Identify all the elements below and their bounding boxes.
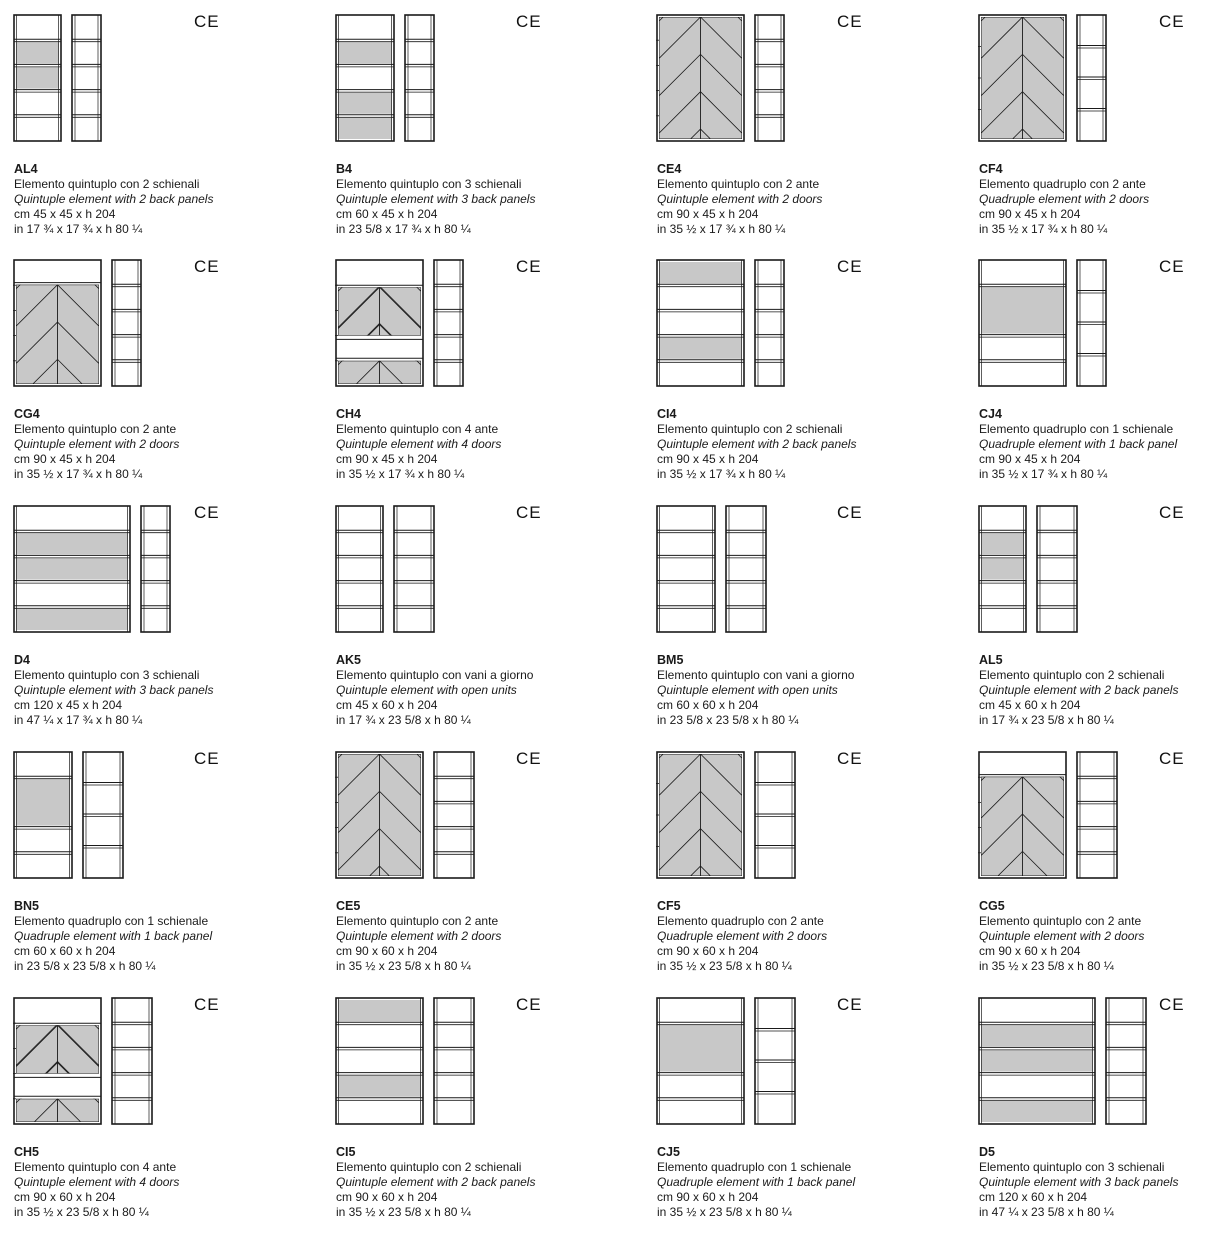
product-description xyxy=(14,653,304,728)
front-view xyxy=(13,210,101,438)
product-ch4 xyxy=(322,245,622,490)
product-description xyxy=(657,407,947,482)
side-view xyxy=(72,15,101,141)
dimensions-in: in 35 ½ x 17 ¾ x h 80 ¼ xyxy=(979,222,1108,236)
product-cf4 xyxy=(965,0,1230,245)
description-en: Quadruple element with 2 doors xyxy=(657,929,828,943)
dimensions-cm: cm 90 x 60 x h 204 xyxy=(657,1190,759,1204)
side-view xyxy=(141,506,170,632)
front-view xyxy=(14,752,72,878)
product-code: CJ4 xyxy=(979,407,1002,421)
product-cg4 xyxy=(0,245,300,490)
dimensions-cm: cm 60 x 60 x h 204 xyxy=(657,698,759,712)
ce-mark-icon: CE xyxy=(1159,503,1185,522)
product-code: CE5 xyxy=(336,899,361,913)
dimensions-in: in 35 ½ x 17 ¾ x h 80 ¼ xyxy=(657,222,786,236)
dimensions-cm: cm 90 x 45 x h 204 xyxy=(979,207,1081,221)
product-code: D5 xyxy=(979,1145,995,1159)
dimensions-in: in 35 ½ x 17 ¾ x h 80 ¼ xyxy=(336,467,465,481)
front-view xyxy=(335,213,423,440)
product-code: BN5 xyxy=(14,899,40,913)
product-description xyxy=(657,1145,947,1220)
product-drawing xyxy=(655,503,935,643)
ce-mark-icon: CE xyxy=(837,995,863,1014)
side-view xyxy=(755,752,795,878)
description-it: Elemento quintuplo con 2 schienali xyxy=(14,177,200,191)
product-drawing xyxy=(977,503,1230,643)
front-view xyxy=(657,506,715,632)
front-view xyxy=(336,15,394,141)
front-view xyxy=(13,951,101,1178)
product-description xyxy=(979,1145,1230,1220)
ce-mark-icon: CE xyxy=(516,749,542,768)
product-code: AK5 xyxy=(336,653,362,667)
product-code: CJ5 xyxy=(657,1145,680,1159)
product-code: CI4 xyxy=(657,407,677,421)
product-drawing xyxy=(977,257,1230,397)
description-it: Elemento quintuplo con 2 ante xyxy=(657,177,820,191)
product-drawing xyxy=(977,749,1230,889)
product-code: CH5 xyxy=(14,1145,40,1159)
dimensions-in: in 35 ½ x 23 5/8 x h 80 ¼ xyxy=(979,959,1114,973)
ce-mark-icon: CE xyxy=(837,12,863,31)
dimensions-in: in 23 5/8 x 17 ¾ x h 80 ¼ xyxy=(336,222,471,236)
product-drawing xyxy=(977,12,1230,152)
product-description xyxy=(14,162,304,237)
description-en: Quadruple element with 2 doors xyxy=(979,192,1150,206)
description-it: Elemento quadruplo con 1 schienale xyxy=(657,1160,852,1174)
description-en: Quintuple element with 2 back panels xyxy=(336,1175,536,1189)
product-drawing xyxy=(12,995,292,1135)
product-description xyxy=(336,407,626,482)
dimensions-in: in 35 ½ x 17 ¾ x h 80 ¼ xyxy=(657,467,786,481)
product-ci4 xyxy=(643,245,943,490)
description-en: Quintuple element with 3 back panels xyxy=(14,683,214,697)
dimensions-cm: cm 90 x 60 x h 204 xyxy=(14,1190,116,1204)
ce-mark-icon: CE xyxy=(516,257,542,276)
product-description xyxy=(657,162,947,237)
product-code: CH4 xyxy=(336,407,362,421)
ce-mark-icon: CE xyxy=(837,503,863,522)
dimensions-cm: cm 90 x 45 x h 204 xyxy=(657,452,759,466)
product-drawing xyxy=(977,995,1230,1135)
side-view xyxy=(755,15,784,141)
description-it: Elemento quadruplo con 2 ante xyxy=(979,177,1146,191)
description-it: Elemento quintuplo con 3 schienali xyxy=(979,1160,1165,1174)
product-drawing xyxy=(655,257,935,397)
description-en: Quintuple element with 4 doors xyxy=(336,437,502,451)
description-en: Quadruple element with 1 back panel xyxy=(657,1175,856,1189)
dimensions-cm: cm 90 x 60 x h 204 xyxy=(336,944,438,958)
product-bm5 xyxy=(643,491,943,736)
ce-mark-icon: CE xyxy=(194,749,220,768)
product-description xyxy=(14,1145,304,1220)
dimensions-cm: cm 90 x 60 x h 204 xyxy=(979,944,1081,958)
dimensions-cm: cm 90 x 60 x h 204 xyxy=(657,944,759,958)
description-en: Quintuple element with 2 doors xyxy=(14,437,180,451)
ce-mark-icon: CE xyxy=(194,12,220,31)
description-en: Quintuple element with 2 back panels xyxy=(14,192,214,206)
description-it: Elemento quintuplo con 3 schienali xyxy=(336,177,522,191)
product-al4 xyxy=(0,0,300,245)
dimensions-cm: cm 90 x 45 x h 204 xyxy=(657,207,759,221)
ce-mark-icon: CE xyxy=(1159,257,1185,276)
product-drawing xyxy=(334,503,614,643)
product-ci5 xyxy=(322,983,622,1228)
description-en: Quintuple element with 2 back panels xyxy=(979,683,1179,697)
dimensions-in: in 35 ½ x 23 5/8 x h 80 ¼ xyxy=(657,959,792,973)
dimensions-cm: cm 90 x 45 x h 204 xyxy=(14,452,116,466)
product-code: AL5 xyxy=(979,653,1003,667)
product-drawing xyxy=(334,257,614,397)
front-view xyxy=(979,998,1095,1124)
ce-mark-icon: CE xyxy=(1159,12,1185,31)
side-view xyxy=(755,260,784,386)
ce-mark-icon: CE xyxy=(516,503,542,522)
product-d4 xyxy=(0,491,300,736)
dimensions-cm: cm 45 x 60 x h 204 xyxy=(979,698,1081,712)
dimensions-in: in 47 ¼ x 17 ¾ x h 80 ¼ xyxy=(14,713,143,727)
product-drawing xyxy=(12,503,292,643)
product-description xyxy=(979,653,1230,728)
description-it: Elemento quintuplo con 3 schienali xyxy=(14,668,200,682)
side-view xyxy=(434,752,474,878)
product-code: CG5 xyxy=(979,899,1005,913)
description-it: Elemento quintuplo con 2 ante xyxy=(336,914,499,928)
side-view xyxy=(1037,506,1077,632)
front-view xyxy=(978,702,1066,930)
product-description xyxy=(657,899,947,974)
dimensions-in: in 23 5/8 x 23 5/8 x h 80 ¼ xyxy=(657,713,799,727)
product-description xyxy=(657,653,947,728)
ce-mark-icon: CE xyxy=(837,257,863,276)
product-description xyxy=(979,899,1230,974)
ce-mark-icon: CE xyxy=(516,995,542,1014)
description-it: Elemento quintuplo con 4 ante xyxy=(336,422,499,436)
front-view xyxy=(979,260,1066,386)
side-view xyxy=(1106,998,1146,1124)
side-view xyxy=(1077,752,1117,878)
side-view xyxy=(405,15,434,141)
dimensions-in: in 35 ½ x 23 5/8 x h 80 ¼ xyxy=(336,1205,471,1219)
dimensions-cm: cm 45 x 60 x h 204 xyxy=(336,698,438,712)
product-b4 xyxy=(322,0,622,245)
side-view xyxy=(83,752,123,878)
side-view xyxy=(434,998,474,1124)
product-code: B4 xyxy=(336,162,352,176)
side-view xyxy=(112,998,152,1124)
description-en: Quintuple element with open units xyxy=(657,683,838,697)
product-description xyxy=(336,653,626,728)
product-code: D4 xyxy=(14,653,30,667)
side-view xyxy=(434,260,463,386)
side-view xyxy=(726,506,766,632)
description-en: Quintuple element with 2 doors xyxy=(657,192,823,206)
product-ce5 xyxy=(322,737,622,982)
dimensions-in: in 47 ¼ x 23 5/8 x h 80 ¼ xyxy=(979,1205,1114,1219)
product-drawing xyxy=(12,749,292,889)
product-code: CF4 xyxy=(979,162,1003,176)
product-ch5 xyxy=(0,983,300,1228)
front-view xyxy=(336,998,423,1124)
description-it: Elemento quintuplo con vani a giorno xyxy=(336,668,534,682)
product-drawing xyxy=(655,749,935,889)
product-description xyxy=(14,899,304,974)
description-it: Elemento quadruplo con 1 schienale xyxy=(979,422,1174,436)
side-view xyxy=(112,260,141,386)
description-it: Elemento quadruplo con 1 schienale xyxy=(14,914,209,928)
product-description xyxy=(14,407,304,482)
description-it: Elemento quadruplo con 2 ante xyxy=(657,914,824,928)
description-en: Quintuple element with 3 back panels xyxy=(979,1175,1179,1189)
dimensions-in: in 17 ¾ x 17 ¾ x h 80 ¼ xyxy=(14,222,143,236)
dimensions-cm: cm 45 x 45 x h 204 xyxy=(14,207,116,221)
dimensions-cm: cm 60 x 60 x h 204 xyxy=(14,944,116,958)
product-al5 xyxy=(965,491,1230,736)
product-bn5 xyxy=(0,737,300,982)
product-cj5 xyxy=(643,983,943,1228)
dimensions-cm: cm 60 x 45 x h 204 xyxy=(336,207,438,221)
ce-mark-icon: CE xyxy=(194,257,220,276)
description-en: Quadruple element with 1 back panel xyxy=(979,437,1178,451)
product-cf5 xyxy=(643,737,943,982)
description-en: Quadruple element with 1 back panel xyxy=(14,929,213,943)
dimensions-in: in 35 ½ x 23 5/8 x h 80 ¼ xyxy=(336,959,471,973)
product-drawing xyxy=(655,995,935,1135)
product-description xyxy=(979,407,1230,482)
description-en: Quintuple element with 2 back panels xyxy=(657,437,857,451)
product-description xyxy=(979,162,1230,237)
product-code: AL4 xyxy=(14,162,38,176)
product-drawing xyxy=(334,12,614,152)
product-code: BM5 xyxy=(657,653,684,667)
product-code: CF5 xyxy=(657,899,681,913)
side-view xyxy=(755,998,795,1124)
dimensions-in: in 23 5/8 x 23 5/8 x h 80 ¼ xyxy=(14,959,156,973)
product-drawing xyxy=(655,12,935,152)
product-drawing xyxy=(12,12,292,152)
product-code: CE4 xyxy=(657,162,682,176)
description-en: Quintuple element with 3 back panels xyxy=(336,192,536,206)
ce-mark-icon: CE xyxy=(1159,749,1185,768)
product-cg5 xyxy=(965,737,1230,982)
product-code: CG4 xyxy=(14,407,40,421)
product-drawing xyxy=(12,257,292,397)
dimensions-in: in 35 ½ x 17 ¾ x h 80 ¼ xyxy=(14,467,143,481)
dimensions-cm: cm 90 x 45 x h 204 xyxy=(979,452,1081,466)
description-en: Quintuple element with 2 doors xyxy=(336,929,502,943)
description-it: Elemento quintuplo con 2 schienali xyxy=(979,668,1165,682)
description-it: Elemento quintuplo con 2 schienali xyxy=(336,1160,522,1174)
product-cj4 xyxy=(965,245,1230,490)
description-en: Quintuple element with open units xyxy=(336,683,517,697)
product-ak5 xyxy=(322,491,622,736)
dimensions-cm: cm 90 x 60 x h 204 xyxy=(336,1190,438,1204)
ce-mark-icon: CE xyxy=(194,503,220,522)
product-description xyxy=(336,899,626,974)
side-view xyxy=(1077,15,1106,141)
front-view xyxy=(979,506,1026,632)
product-code: CI5 xyxy=(336,1145,356,1159)
product-description xyxy=(336,162,626,237)
product-d5 xyxy=(965,983,1230,1228)
front-view xyxy=(14,506,130,632)
front-view xyxy=(657,998,744,1124)
dimensions-cm: cm 120 x 45 x h 204 xyxy=(14,698,123,712)
dimensions-in: in 35 ½ x 17 ¾ x h 80 ¼ xyxy=(979,467,1108,481)
product-drawing xyxy=(334,749,614,889)
description-it: Elemento quintuplo con 2 ante xyxy=(14,422,177,436)
product-drawing xyxy=(334,995,614,1135)
side-view xyxy=(394,506,434,632)
dimensions-in: in 35 ½ x 23 5/8 x h 80 ¼ xyxy=(14,1205,149,1219)
ce-mark-icon: CE xyxy=(1159,995,1185,1014)
dimensions-cm: cm 90 x 45 x h 204 xyxy=(336,452,438,466)
ce-mark-icon: CE xyxy=(194,995,220,1014)
front-view xyxy=(14,15,61,141)
description-it: Elemento quintuplo con 4 ante xyxy=(14,1160,177,1174)
description-it: Elemento quintuplo con 2 ante xyxy=(979,914,1142,928)
description-en: Quintuple element with 4 doors xyxy=(14,1175,180,1189)
product-ce4 xyxy=(643,0,943,245)
dimensions-in: in 17 ¾ x 23 5/8 x h 80 ¼ xyxy=(979,713,1114,727)
dimensions-cm: cm 120 x 60 x h 204 xyxy=(979,1190,1088,1204)
description-it: Elemento quintuplo con 2 schienali xyxy=(657,422,843,436)
product-description xyxy=(336,1145,626,1220)
front-view xyxy=(336,506,383,632)
dimensions-in: in 17 ¾ x 23 5/8 x h 80 ¼ xyxy=(336,713,471,727)
description-en: Quintuple element with 2 doors xyxy=(979,929,1145,943)
description-it: Elemento quintuplo con vani a giorno xyxy=(657,668,855,682)
side-view xyxy=(1077,260,1106,386)
ce-mark-icon: CE xyxy=(516,12,542,31)
dimensions-in: in 35 ½ x 23 5/8 x h 80 ¼ xyxy=(657,1205,792,1219)
front-view xyxy=(657,260,744,386)
ce-mark-icon: CE xyxy=(837,749,863,768)
